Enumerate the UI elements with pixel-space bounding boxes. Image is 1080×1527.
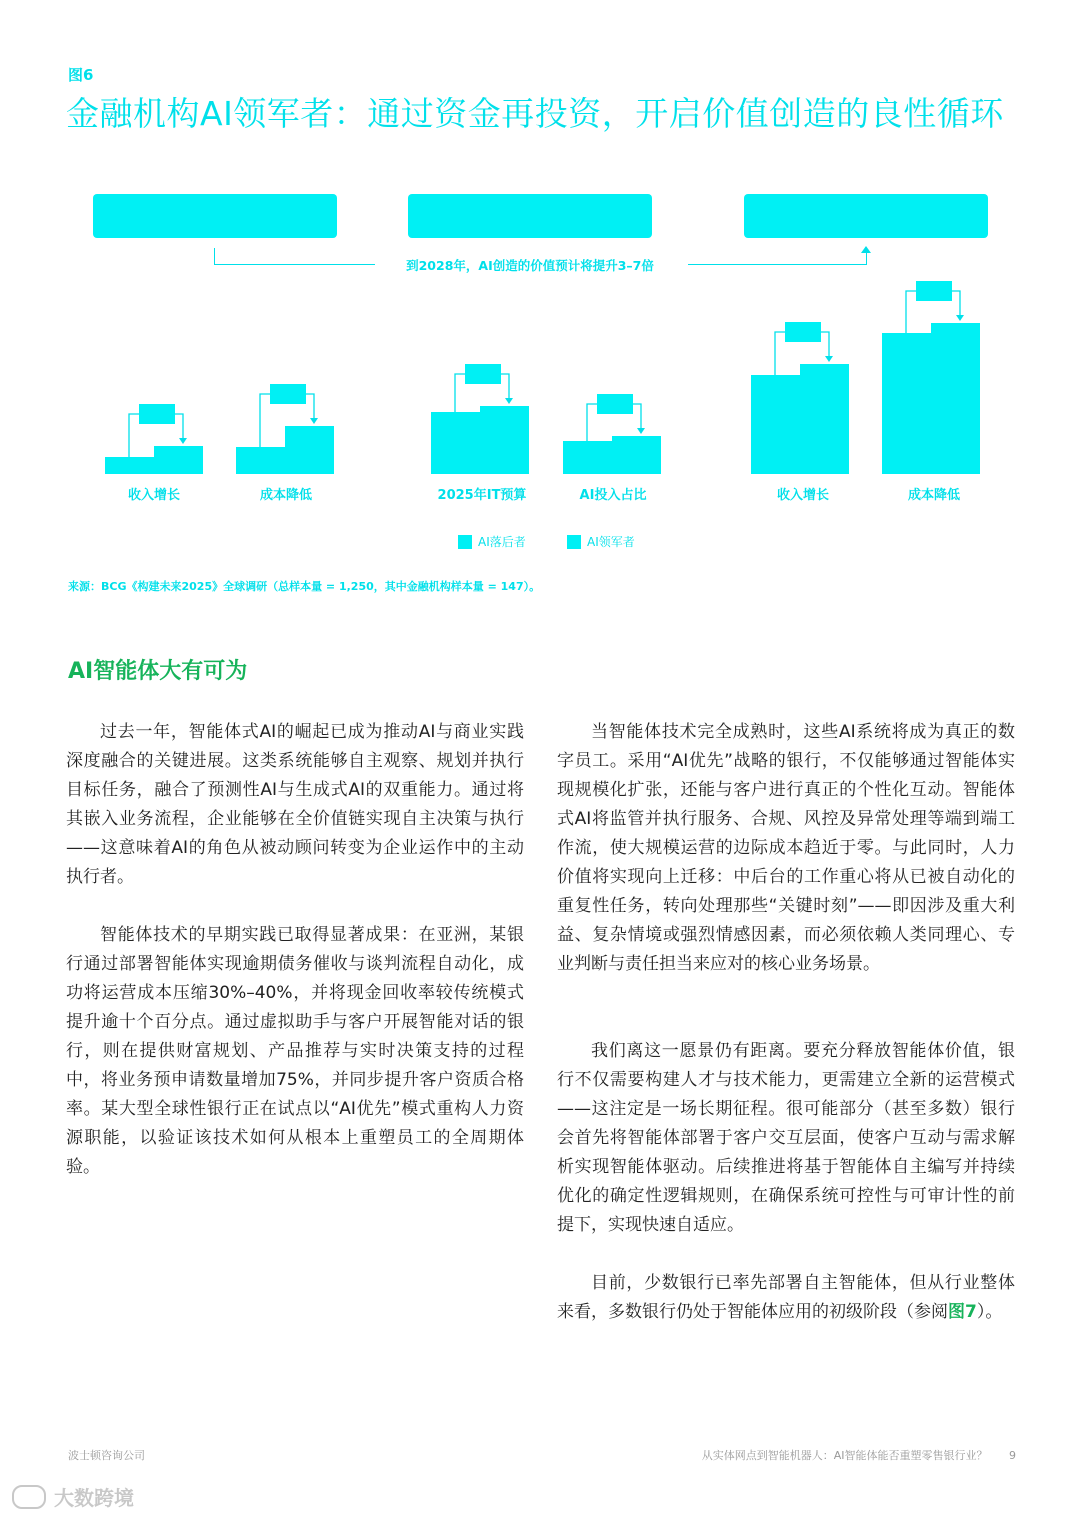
delta-callout-box-4 [785,322,821,342]
bar-ai-laggard-3 [563,441,612,474]
bar-ai-laggard-4 [751,375,800,474]
page-number: 9 [1009,1449,1016,1462]
callout-connector-in-5 [906,291,916,333]
callout-connector-out-5 [952,291,960,317]
callout-arrow-icon-1 [310,418,318,424]
figure-label: 图6 [68,66,94,84]
callout-connector-out-2 [501,374,509,400]
category-label-4: 收入增长 [776,488,829,503]
bracket-left-line [214,248,375,265]
callout-connector-in-1 [260,394,270,447]
bar-ai-leader-2 [480,406,529,474]
right-paragraph-1: 当智能体技术完全成熟时，这些AI系统将成为真正的数字员工。采用“AI优先”战略的银行，不仅能够通过智能体实现规模化扩张，还能与客户进行真正的个性化互动。智能体式AI将监管并执行服务、合规、风控及异常处理等端到端工作流，使大规模运营的边际成本趋近于零。与此同时，人力价值将实现向上迁移：中后台的工作重心将从已被自动化的重复性任务，转向处理那些“关键时刻”——即因涉及重大利益、复杂情境或强烈情感因素，而必须依赖人类同理心、专业判断与责任担当来应对的核心业务场景。 [557,722,1015,974]
footer-right [702,1447,1016,1463]
bracket-text: 到2028年，AI创造的价值预计将提升3–7倍 [406,258,654,273]
right-column [557,718,1015,1327]
legend-swatch-leader [567,535,581,549]
callout-connector-in-3 [587,404,597,441]
bar-ai-laggard-1 [236,447,285,474]
category-label-3: AI投入占比 [579,488,647,503]
source-note: 来源：BCG《构建未来2025》全球调研（总样本量 = 1,250，其中金融机构样本量 = 147）。 [68,580,541,593]
delta-callout-box-2 [465,364,501,384]
callout-connector-in-2 [455,374,465,412]
top-box-left [93,194,337,238]
figure-title: 金融机构AI领军者：通过资金再投资，开启价值创造的良性循环 [66,94,1004,133]
callout-connector-out-4 [821,332,829,358]
legend-item-leader [567,533,635,550]
bar-ai-leader-4 [800,364,849,474]
left-paragraph-2: 智能体技术的早期实践已取得显著成果：在亚洲，某银行通过部署智能体实现逾期债务催收与谈判流程自动化，成功将运营成本压缩30%–40%，并将现金回收率较传统模式提升逾十个百分点。通过虚拟助手与客户开展智能对话的银行，则在提供财富规划、产品推荐与实时决策支持的过程中，将业务预申请数量增加75%，并同步提升客户资质合格率。某大型全球性银行正在试点以“AI优先”模式重构人力资源职能，以验证该技术如何从根本上重塑员工的全周期体验。 [66,925,524,1177]
left-column [66,718,524,1182]
delta-callout-box-5 [916,281,952,301]
right-paragraph-2: 我们离这一愿景仍有距离。要充分释放智能体价值，银行不仅需要构建人才与技术能力，更需建立全新的运营模式——这注定是一场长期征程。很可能部分（甚至多数）银行会首先将智能体部署于客户交互层面，使客户互动与需求解析实现智能体驱动。后续推进将基于智能体自主编写并持续优化的确定性逻辑规则，在确保系统可控性与可审计性的前提下，实现快速自适应。 [557,1041,1015,1235]
bar-ai-leader-3 [612,436,661,474]
top-box-middle [408,194,652,238]
section-title: AI智能体大有可为 [68,659,248,684]
category-label-1: 成本降低 [259,488,312,503]
callout-connector-out-0 [175,414,183,440]
legend-item-laggard [458,533,526,550]
callout-arrow-icon-2 [505,398,513,404]
right-paragraph-3 [557,1269,1015,1327]
delta-callout-box-1 [270,384,306,404]
callout-connector-in-4 [775,332,785,375]
figure-7-link[interactable]: 图7 [948,1302,977,1322]
callout-connector-out-1 [306,394,314,420]
callout-connector-out-3 [633,404,641,430]
footer-title: 从实体网点到智能机器人：AI智能体能否重塑零售银行业？ [701,1449,988,1462]
callout-arrow-icon-3 [637,428,645,434]
bar-ai-leader-0 [154,446,203,474]
bar-ai-laggard-0 [105,457,154,474]
watermark-logo-icon [12,1485,46,1509]
legend-label-laggard: AI落后者 [478,535,526,549]
watermark-text: 大数跨境 [54,1486,134,1510]
bar-ai-laggard-2 [431,412,480,474]
watermark [12,1482,134,1511]
legend-swatch-laggard [458,535,472,549]
bracket-arrow-icon [861,246,871,253]
bar-chart [0,280,1080,480]
bar-ai-leader-1 [285,426,334,474]
category-label-5: 成本降低 [907,488,960,503]
left-paragraph-1: 过去一年，智能体式AI的崛起已成为推动AI与商业实践深度融合的关键进展。这类系统能够自主观察、规划并执行目标任务，融合了预测性AI与生成式AI的双重能力。通过将其嵌入业务流程，企业能够在全价值链实现自主决策与执行——这意味着AI的角色从被动顾问转变为企业运作中的主动执行者。 [66,722,524,887]
category-label-0: 收入增长 [127,488,180,503]
delta-callout-box-0 [139,404,175,424]
bar-ai-leader-5 [931,323,980,474]
right-paragraph-3-text: 目前，少数银行已率先部署自主智能体，但从行业整体来看，多数银行仍处于智能体应用的初级阶段（参阅 [557,1273,1015,1322]
callout-arrow-icon-5 [956,315,964,321]
legend-label-leader: AI领军者 [587,535,635,549]
callout-connector-in-0 [129,414,139,457]
bracket-right-line [688,252,867,265]
right-paragraph-3-end: ）。 [976,1302,1003,1322]
footer-left: 波士顿咨询公司 [68,1449,145,1462]
callout-arrow-icon-4 [825,356,833,362]
delta-callout-box-3 [597,394,633,414]
top-box-right [744,194,988,238]
bar-ai-laggard-5 [882,333,931,474]
callout-arrow-icon-0 [179,438,187,444]
category-label-2: 2025年IT预算 [437,488,527,503]
